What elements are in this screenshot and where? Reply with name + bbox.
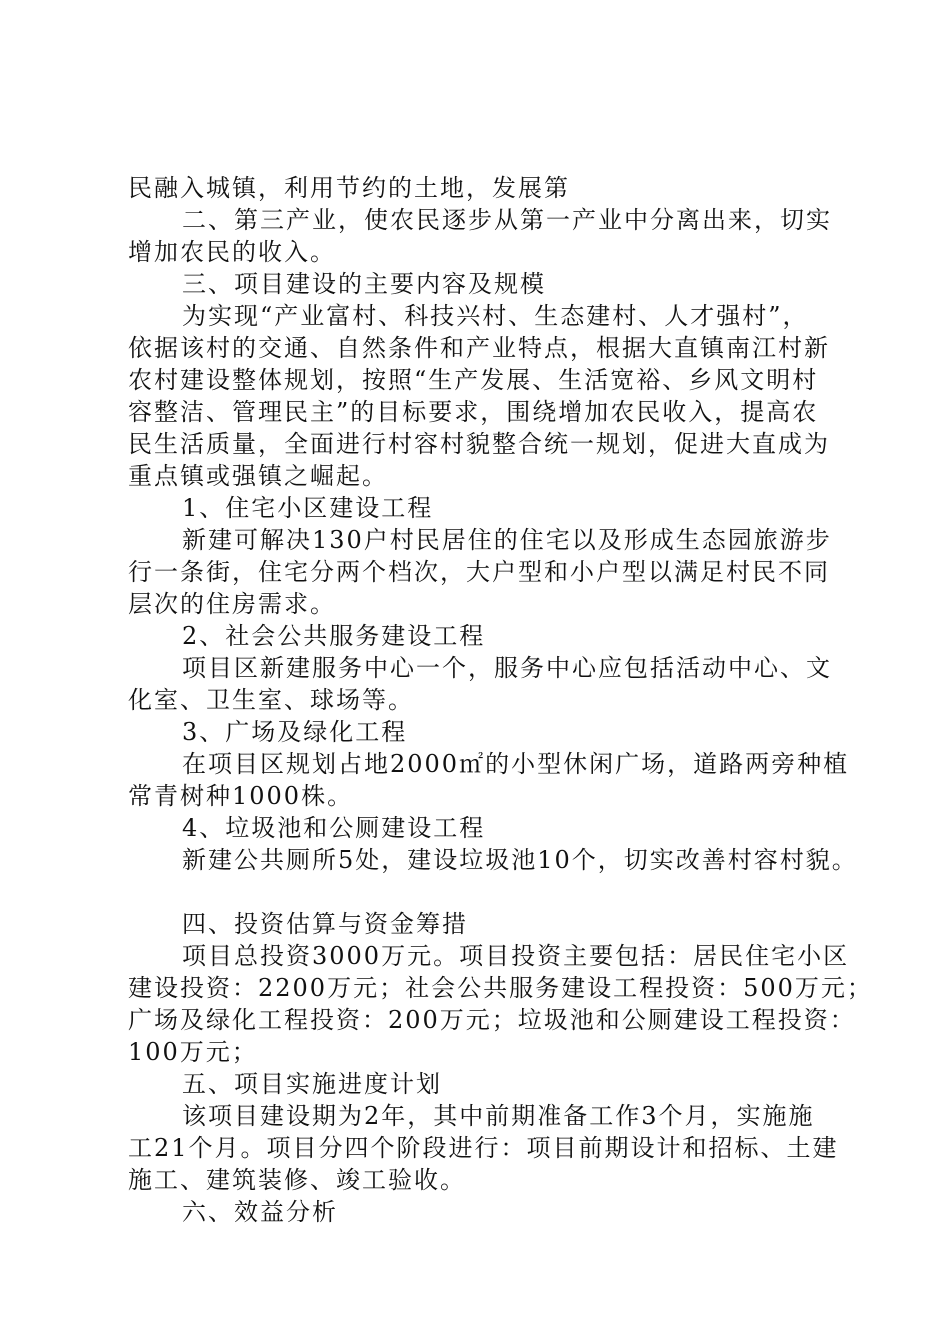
text-line: 施工、建筑装修、竣工验收。 — [128, 1166, 466, 1194]
section-heading: 六、效益分析 — [182, 1198, 338, 1226]
text-line: 常青树种1000株。 — [128, 782, 354, 810]
text-line: 该项目建设期为2年，其中前期准备工作3个月，实施施 — [182, 1102, 815, 1130]
text-line: 民生活质量，全面进行村容村貌整合统一规划，促进大直成为 — [128, 430, 830, 458]
text-line: 建设投资：2200万元；社会公共服务建设工程投资：500万元； — [128, 974, 873, 1002]
text-line: 项目总投资3000万元。项目投资主要包括：居民住宅小区 — [182, 942, 850, 970]
text-line: 层次的住房需求。 — [128, 590, 336, 618]
subsection-heading: 4、垃圾池和公厕建设工程 — [182, 814, 486, 842]
text-line: 行一条街，住宅分两个档次，大户型和小户型以满足村民不同 — [128, 558, 830, 586]
subsection-heading: 1、住宅小区建设工程 — [182, 494, 434, 522]
text-line: 农村建设整体规划，按照“生产发展、生活宽裕、乡风文明村 — [128, 366, 819, 394]
section-heading: 五、项目实施进度计划 — [182, 1070, 442, 1098]
text-line: 工21个月。项目分四个阶段进行：项目前期设计和招标、土建 — [128, 1134, 839, 1162]
document-body — [128, 172, 873, 1228]
subsection-heading: 2、社会公共服务建设工程 — [182, 622, 486, 650]
text-line: 广场及绿化工程投资：200万元；垃圾池和公厕建设工程投资： — [128, 1006, 856, 1034]
text-line: 100万元； — [128, 1038, 258, 1066]
text-line: 项目区新建服务中心一个，服务中心应包括活动中心、文 — [182, 654, 832, 682]
text-line: 新建可解决130户村民居住的住宅以及形成生态园旅游步 — [182, 526, 832, 554]
text-line: 化室、卫生室、球场等。 — [128, 686, 414, 714]
text-line: 重点镇或强镇之崛起。 — [128, 462, 388, 490]
text-line: 容整洁、管理民主”的目标要求，围绕增加农民收入，提高农 — [128, 398, 819, 426]
text-line: 新建公共厕所5处，建设垃圾池10个，切实改善村容村貌。 — [182, 846, 858, 874]
section-heading: 三、项目建设的主要内容及规模 — [182, 270, 546, 298]
text-line: 依据该村的交通、自然条件和产业特点，根据大直镇南江村新 — [128, 334, 830, 362]
text-line: 在项目区规划占地2000㎡的小型休闲广场，道路两旁种植 — [182, 750, 850, 778]
section-heading: 四、投资估算与资金筹措 — [182, 910, 468, 938]
text-line: 增加农民的收入。 — [128, 238, 336, 266]
text-line: 民融入城镇，利用节约的土地，发展第 — [128, 174, 570, 202]
text-line: 为实现“产业富村、科技兴村、生态建村、人才强村”， — [182, 302, 809, 330]
paragraph-gap — [128, 876, 848, 908]
subsection-heading: 3、广场及绿化工程 — [182, 718, 408, 746]
text-line: 二、第三产业，使农民逐步从第一产业中分离出来，切实 — [182, 206, 832, 234]
